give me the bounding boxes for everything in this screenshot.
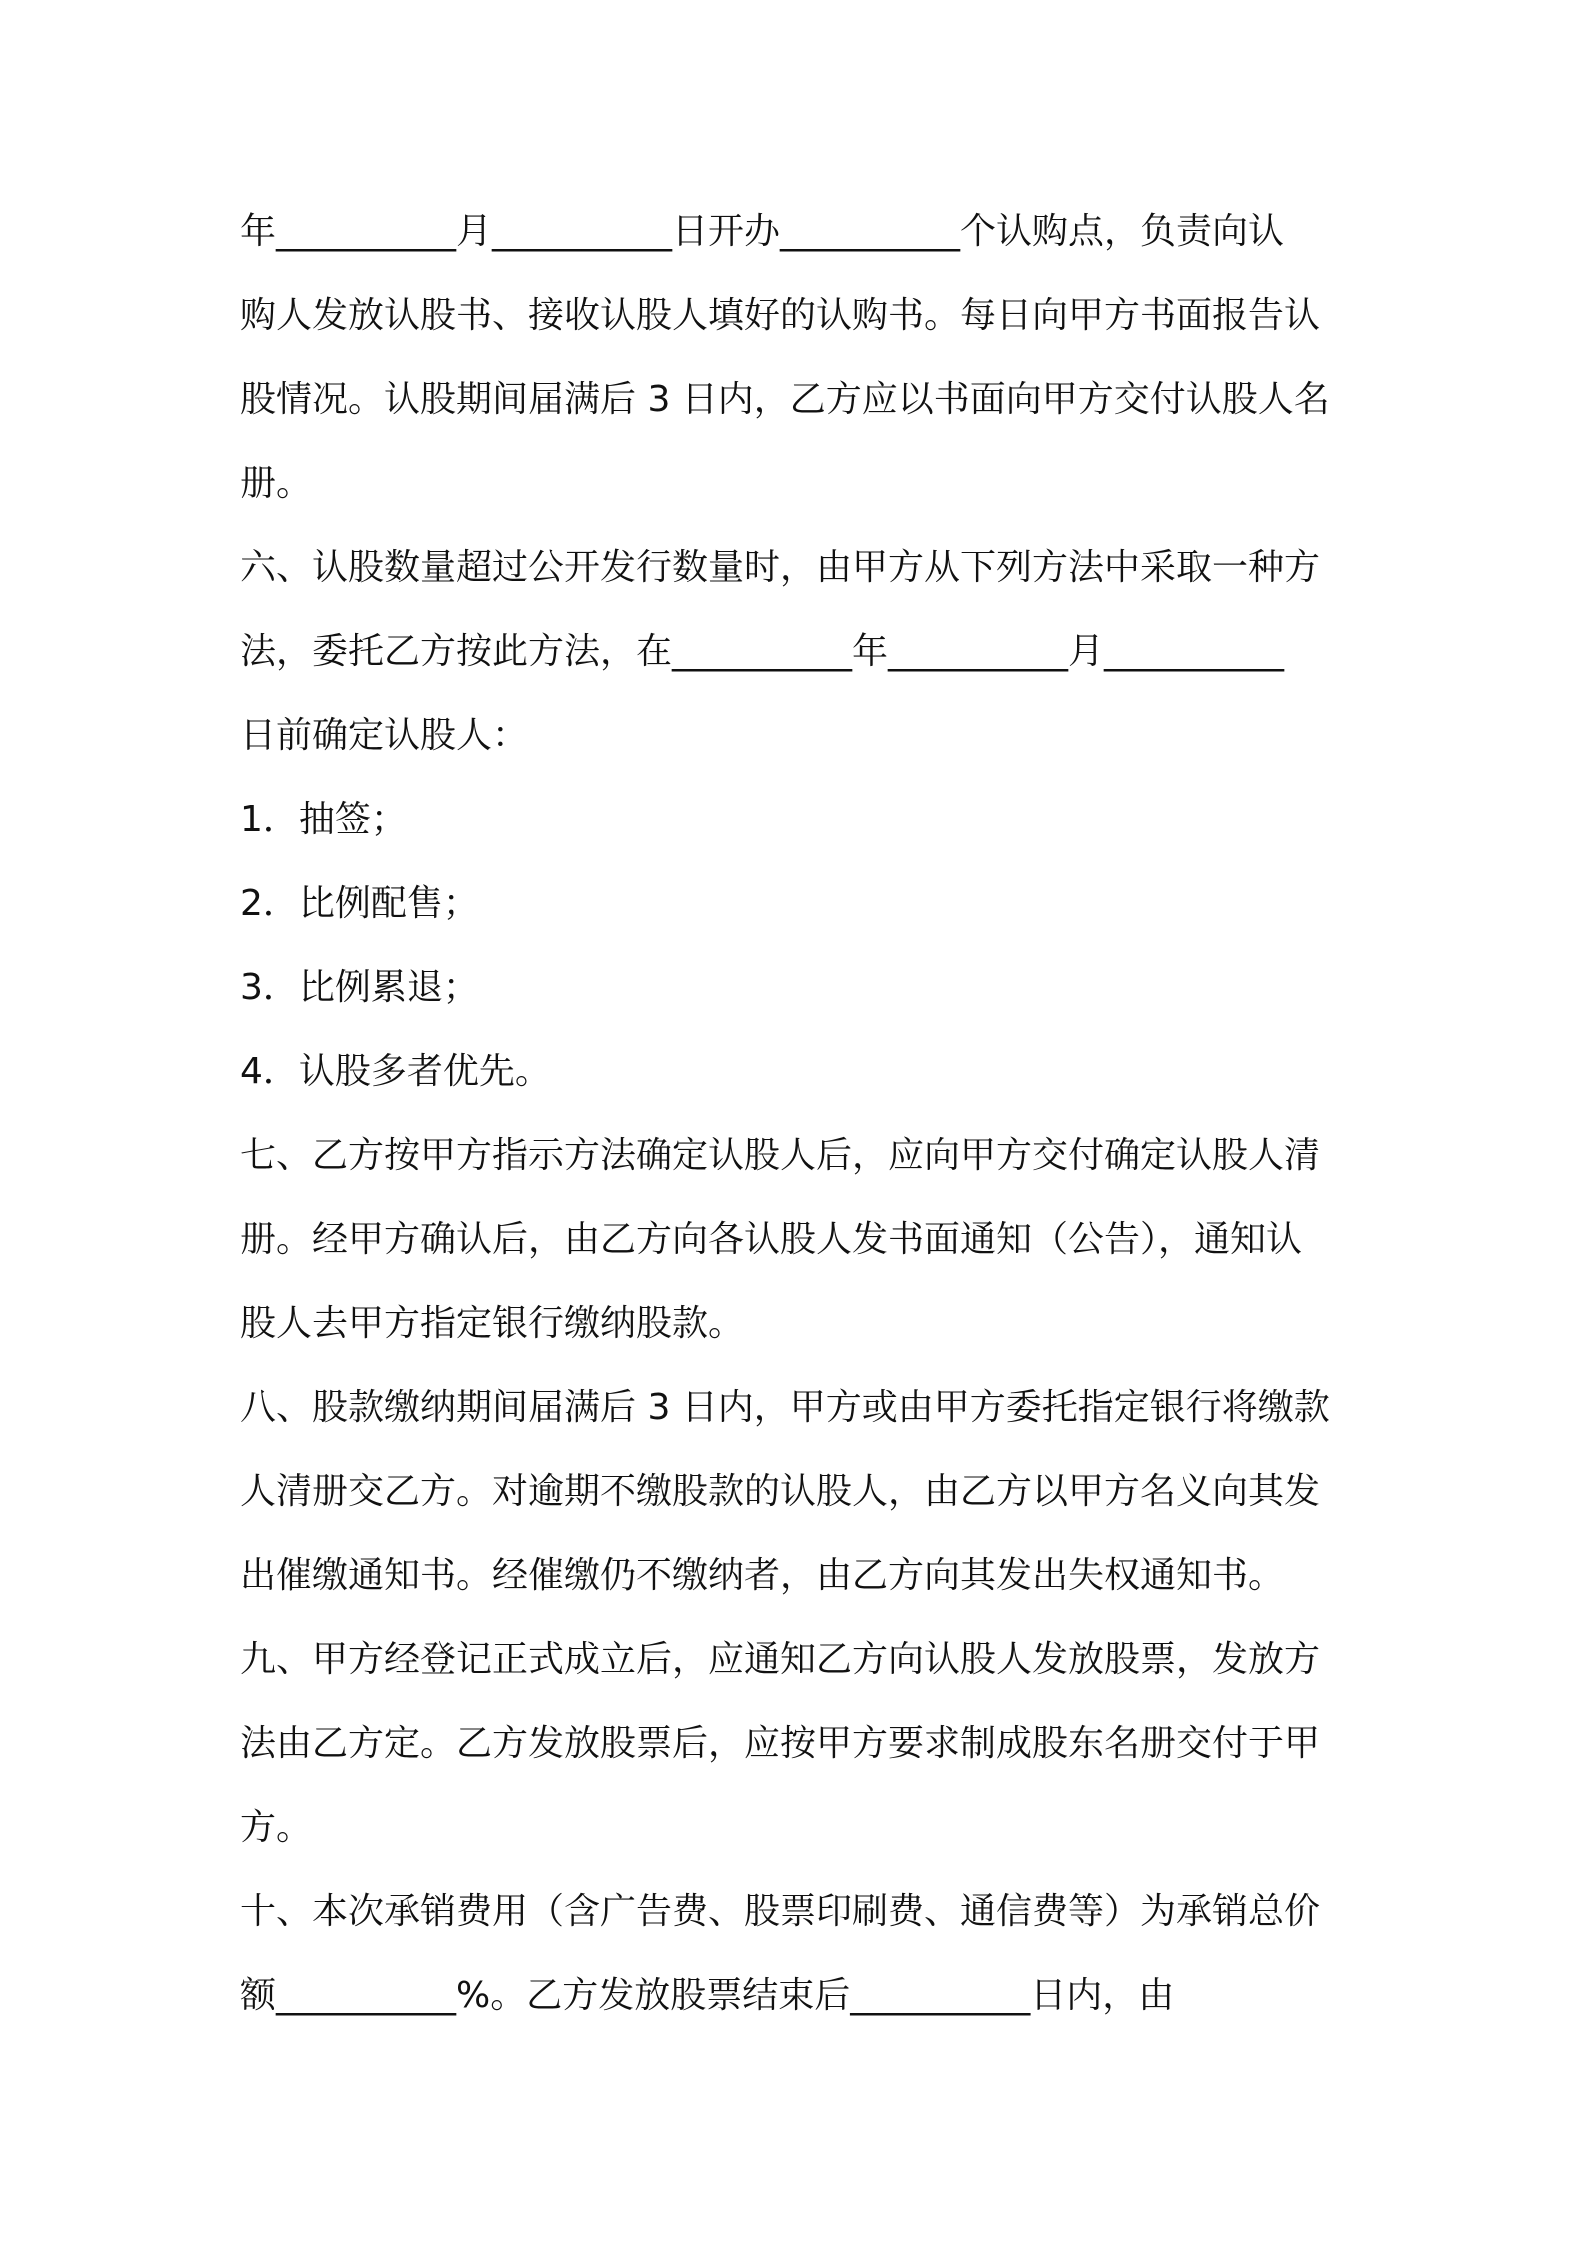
text-line: 出催缴通知书。经催缴仍不缴纳者，由乙方向其发出失权通知书。 xyxy=(240,1555,1285,1596)
text-line: 九、甲方经登记正式成立后，应通知乙方向认股人发放股票，发放方 xyxy=(240,1639,1321,1680)
body-text xyxy=(240,190,1350,2038)
text-line: 七、乙方按甲方指示方法确定认股人后，应向甲方交付确定认股人清 xyxy=(240,1135,1321,1176)
text-line: 年__________月__________日开办__________个认购点，负责向认 xyxy=(240,211,1285,252)
text-line: 日前确定认股人： xyxy=(240,715,529,756)
text-line: 册。经甲方确认后，由乙方向各认股人发书面通知（公告），通知认 xyxy=(240,1219,1303,1260)
text-line: 六、认股数量超过公开发行数量时，由甲方从下列方法中采取一种方 xyxy=(240,547,1321,588)
text-line: 八、股款缴纳期间届满后 3 日内，甲方或由甲方委托指定银行将缴款 xyxy=(240,1387,1330,1428)
text-line: 购人发放认股书、接收认股人填好的认购书。每日向甲方书面报告认 xyxy=(240,295,1321,336)
text-line: 十、本次承销费用（含广告费、股票印刷费、通信费等）为承销总价 xyxy=(240,1891,1321,1932)
list-item: 1．抽签； xyxy=(240,799,407,840)
text-line: 股人去甲方指定银行缴纳股款。 xyxy=(240,1303,745,1344)
text-line: 方。 xyxy=(240,1807,313,1848)
text-line: 法由乙方定。乙方发放股票后，应按甲方要求制成股东名册交付于甲 xyxy=(240,1723,1321,1764)
list-item: 4．认股多者优先。 xyxy=(240,1051,551,1092)
list-item: 2．比例配售； xyxy=(240,883,479,924)
list-item: 3．比例累退； xyxy=(240,967,479,1008)
text-line: 额__________%。乙方发放股票结束后__________日内，由 xyxy=(240,1975,1175,2016)
text-line: 人清册交乙方。对逾期不缴股款的认股人，由乙方以甲方名义向其发 xyxy=(240,1471,1321,1512)
text-line: 法，委托乙方按此方法，在__________年__________月__________ xyxy=(240,631,1285,672)
text-line: 册。 xyxy=(240,463,313,504)
text-line: 股情况。认股期间届满后 3 日内，乙方应以书面向甲方交付认股人名 xyxy=(240,379,1330,420)
